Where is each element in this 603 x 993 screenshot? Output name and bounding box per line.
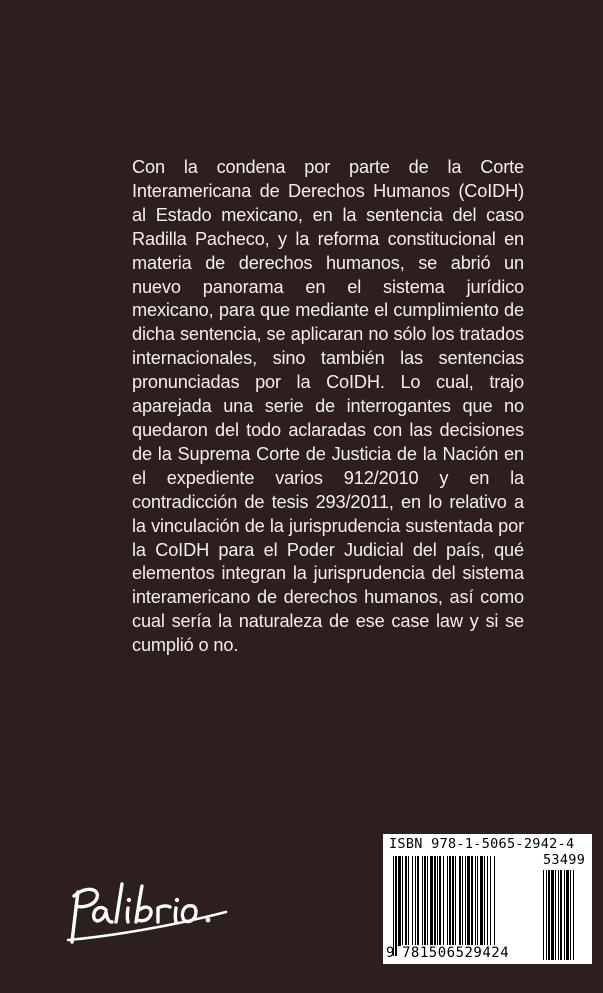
- ean-digits: 781506529424: [401, 945, 533, 961]
- blurb-text: Con la condena por parte de la Corte Interamericana de Derechos Humanos (CoIDH) al Estado mexicano, en la sentencia del caso Radilla Pacheco, y la reforma constitucional en materia de derechos humanos, se abrió un nuevo panorama en el sistema jurídico mexicano, para que mediante el cumplimiento de dicha sentencia, se aplicaran no sólo los tratados internacionales, sino también las sentencias pronunciadas por la CoIDH. Lo cual, trajo aparejada una serie de interrogantes que no quedaron del todo aclaradas con las decisiones de la Suprema Corte de Justicia de la Nación en el expediente varios 912/2010 y en la contradicción de tesis 293/2011, en lo relativo a la vinculación de la jurisprudencia sustentada por la CoIDH para el Poder Judicial del país, qué elementos integran la jurisprudencia del sistema interamericano de derechos humanos, así como cual sería la naturaleza de ese case law y si se cumplió o no.: [132, 157, 524, 656]
- ean-lead-digit: 9: [386, 945, 395, 961]
- isbn-barcode: [383, 834, 592, 964]
- isbn-addon-number: 53499: [543, 852, 586, 868]
- isbn-label: ISBN 978-1-5065-2942-4: [389, 836, 575, 852]
- palibrio-logo: [62, 874, 232, 954]
- back-cover-blurb: [132, 156, 524, 658]
- palibrio-logo-icon: [62, 874, 232, 954]
